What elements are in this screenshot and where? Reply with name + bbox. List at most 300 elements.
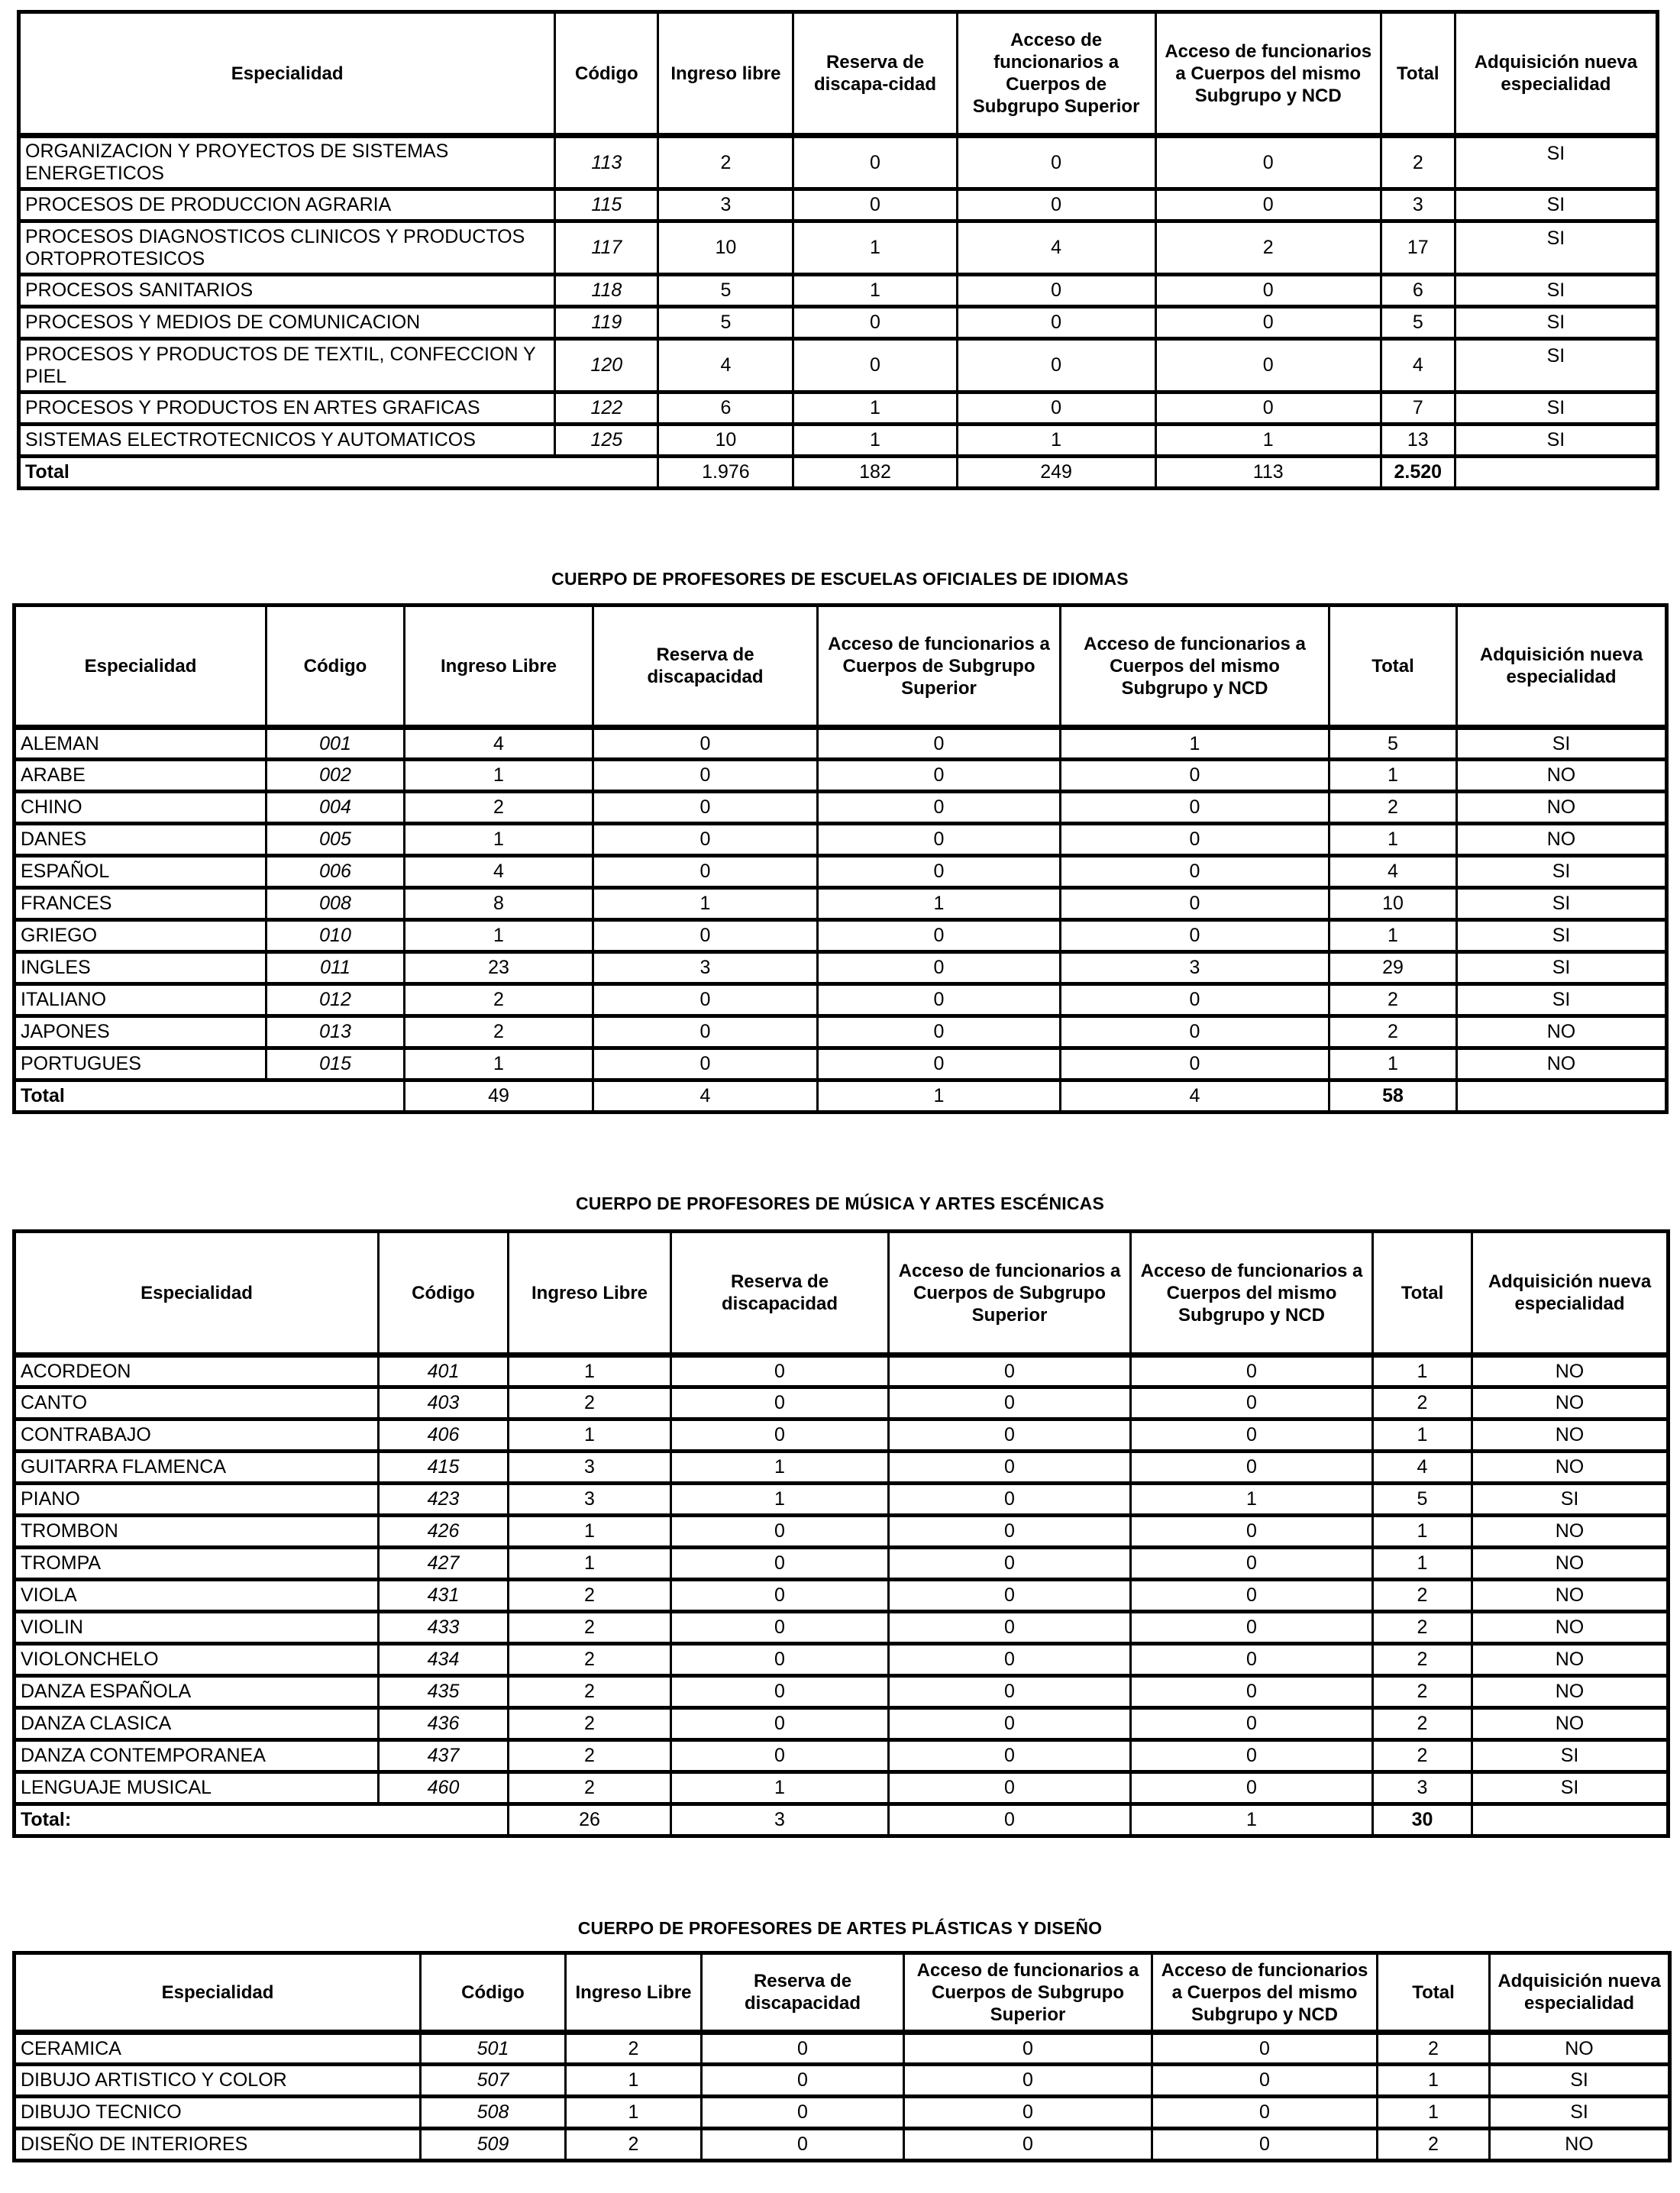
cell-reserva: 0 (793, 339, 957, 392)
cell-especialidad: ACORDEON (15, 1355, 379, 1387)
cell-ingreso-libre: 1 (405, 824, 593, 856)
cell-ingreso-libre: 2 (509, 1580, 671, 1612)
cell-reserva: 0 (702, 2065, 904, 2097)
total-ingreso-libre: 1.976 (658, 457, 793, 489)
table-row (15, 952, 1667, 984)
cell-codigo: 008 (267, 888, 405, 920)
table-row (15, 1048, 1667, 1080)
cell-acceso-mismo: 2 (1155, 221, 1381, 275)
cell-acceso-mismo: 0 (1131, 1387, 1373, 1419)
cell-codigo: 004 (267, 792, 405, 824)
cell-ingreso-libre: 2 (405, 792, 593, 824)
table-plazas-cuerpo-1 (17, 10, 1659, 490)
cell-especialidad: GRIEGO (15, 920, 267, 952)
cell-acceso-superior: 0 (957, 307, 1155, 339)
cell-adquisicion: SI (1457, 984, 1667, 1016)
cell-adquisicion: SI (1457, 888, 1667, 920)
cell-ingreso-libre: 10 (658, 221, 793, 275)
cell-ingreso-libre: 3 (658, 189, 793, 221)
header-especialidad: Especialidad (19, 12, 555, 136)
cell-total: 6 (1381, 275, 1455, 307)
table-row (19, 425, 1658, 457)
cell-acceso-mismo: 0 (1155, 275, 1381, 307)
cell-adquisicion: NO (1472, 1708, 1669, 1740)
cell-especialidad: DIBUJO ARTISTICO Y COLOR (15, 2065, 421, 2097)
cell-acceso-superior: 0 (889, 1484, 1131, 1516)
cell-reserva: 0 (702, 2033, 904, 2065)
cell-reserva: 0 (593, 1048, 818, 1080)
cell-ingreso-libre: 1 (405, 920, 593, 952)
cell-codigo: 006 (267, 856, 405, 888)
cell-total: 4 (1329, 856, 1457, 888)
table-row (15, 2097, 1670, 2129)
cell-acceso-mismo: 0 (1131, 1708, 1373, 1740)
cell-acceso-superior: 0 (957, 189, 1155, 221)
cell-total: 5 (1373, 1484, 1472, 1516)
cell-especialidad: ITALIANO (15, 984, 267, 1016)
cell-especialidad: CONTRABAJO (15, 1419, 379, 1452)
cell-acceso-superior: 0 (889, 1612, 1131, 1644)
table-row (15, 1676, 1669, 1708)
cell-ingreso-libre: 2 (509, 1612, 671, 1644)
cell-acceso-mismo: 0 (1131, 1676, 1373, 1708)
cell-codigo: 120 (555, 339, 658, 392)
header-acceso-subgrupo-superior: Acceso de funcionarios a Cuerpos de Subgrupo Superior (889, 1232, 1131, 1355)
cell-acceso-superior: 0 (889, 1580, 1131, 1612)
cell-codigo: 507 (421, 2065, 566, 2097)
table-row (15, 1740, 1669, 1772)
cell-total: 1 (1329, 824, 1457, 856)
cell-reserva: 0 (793, 307, 957, 339)
total-ingreso-libre: 49 (405, 1080, 593, 1113)
cell-reserva: 0 (793, 136, 957, 189)
cell-adquisicion: NO (1457, 1048, 1667, 1080)
cell-acceso-mismo: 3 (1061, 952, 1329, 984)
cell-ingreso-libre: 4 (658, 339, 793, 392)
section-title-artes-plasticas: CUERPO DE PROFESORES DE ARTES PLÁSTICAS Y DISEÑO (577, 1918, 1103, 1938)
cell-especialidad: JAPONES (15, 1016, 267, 1048)
cell-reserva: 0 (671, 1708, 889, 1740)
cell-reserva: 0 (593, 856, 818, 888)
cell-acceso-mismo: 0 (1131, 1580, 1373, 1612)
header-adquisicion-nueva-especialidad: Adquisición nueva especialidad (1490, 1953, 1670, 2033)
cell-codigo: 426 (379, 1516, 509, 1548)
cell-reserva: 0 (671, 1387, 889, 1419)
header-acceso-mismo-subgrupo: Acceso de funcionarios a Cuerpos del mismo Subgrupo y NCD (1061, 606, 1329, 728)
cell-adquisicion: SI (1457, 952, 1667, 984)
section-title-musica: CUERPO DE PROFESORES DE MÚSICA Y ARTES ESCÉNICAS (575, 1193, 1105, 1213)
cell-reserva: 0 (593, 920, 818, 952)
cell-acceso-superior: 0 (904, 2065, 1152, 2097)
cell-total: 29 (1329, 952, 1457, 984)
cell-adquisicion: NO (1457, 792, 1667, 824)
cell-codigo: 406 (379, 1419, 509, 1452)
header-ingreso-libre: Ingreso Libre (405, 606, 593, 728)
cell-acceso-mismo: 0 (1152, 2033, 1378, 2065)
total-acceso-superior: 1 (818, 1080, 1061, 1113)
table-row (15, 1580, 1669, 1612)
cell-codigo: 434 (379, 1644, 509, 1676)
cell-acceso-superior: 0 (889, 1772, 1131, 1804)
total-adquisicion (1457, 1080, 1667, 1113)
cell-adquisicion: SI (1472, 1484, 1669, 1516)
cell-total: 2 (1378, 2129, 1490, 2161)
cell-ingreso-libre: 23 (405, 952, 593, 984)
cell-especialidad: ARABE (15, 760, 267, 792)
cell-acceso-superior: 1 (957, 425, 1155, 457)
cell-reserva: 0 (671, 1516, 889, 1548)
cell-codigo: 015 (267, 1048, 405, 1080)
cell-reserva: 1 (671, 1484, 889, 1516)
cell-ingreso-libre: 1 (509, 1355, 671, 1387)
header-especialidad: Especialidad (15, 1232, 379, 1355)
cell-codigo: 002 (267, 760, 405, 792)
cell-acceso-mismo: 0 (1131, 1644, 1373, 1676)
cell-total: 2 (1373, 1580, 1472, 1612)
cell-acceso-mismo: 0 (1155, 307, 1381, 339)
table-row (15, 1612, 1669, 1644)
cell-total: 2 (1378, 2033, 1490, 2065)
header-reserva-discapacidad: Reserva de discapa-cidad (793, 12, 957, 136)
section-title-idiomas: CUERPO DE PROFESORES DE ESCUELAS OFICIALES DE IDIOMAS (551, 569, 1129, 589)
cell-codigo: 501 (421, 2033, 566, 2065)
cell-total: 3 (1373, 1772, 1472, 1804)
cell-especialidad: INGLES (15, 952, 267, 984)
cell-codigo: 113 (555, 136, 658, 189)
cell-acceso-superior: 0 (957, 339, 1155, 392)
cell-acceso-superior: 0 (889, 1419, 1131, 1452)
cell-acceso-superior: 0 (957, 392, 1155, 425)
table-row (19, 339, 1658, 392)
header-acceso-mismo-subgrupo: Acceso de funcionarios a Cuerpos del mismo Subgrupo y NCD (1155, 12, 1381, 136)
cell-reserva: 0 (671, 1548, 889, 1580)
header-codigo: Código (421, 1953, 566, 2033)
cell-codigo: 115 (555, 189, 658, 221)
total-adquisicion (1472, 1804, 1669, 1836)
cell-especialidad: DANES (15, 824, 267, 856)
cell-reserva: 0 (702, 2129, 904, 2161)
cell-codigo: 012 (267, 984, 405, 1016)
cell-ingreso-libre: 1 (405, 1048, 593, 1080)
header-acceso-subgrupo-superior: Acceso de funcionarios a Cuerpos de Subgrupo Superior (957, 12, 1155, 136)
header-reserva-discapacidad: Reserva de discapacidad (593, 606, 818, 728)
cell-adquisicion: SI (1457, 920, 1667, 952)
table-row (15, 1016, 1667, 1048)
cell-especialidad: CANTO (15, 1387, 379, 1419)
cell-acceso-mismo: 0 (1061, 920, 1329, 952)
cell-ingreso-libre: 2 (509, 1708, 671, 1740)
cell-total: 4 (1373, 1452, 1472, 1484)
total-row (19, 457, 1658, 489)
cell-acceso-superior: 0 (889, 1355, 1131, 1387)
cell-acceso-superior: 0 (818, 792, 1061, 824)
cell-adquisicion: NO (1472, 1355, 1669, 1387)
cell-codigo: 509 (421, 2129, 566, 2161)
cell-total: 10 (1329, 888, 1457, 920)
cell-adquisicion: SI (1472, 1740, 1669, 1772)
header-adquisicion-nueva-especialidad: Adquisición nueva especialidad (1457, 606, 1667, 728)
cell-reserva: 3 (593, 952, 818, 984)
cell-reserva: 0 (593, 792, 818, 824)
cell-acceso-mismo: 0 (1152, 2129, 1378, 2161)
cell-especialidad: DANZA CONTEMPORANEA (15, 1740, 379, 1772)
cell-acceso-superior: 0 (957, 136, 1155, 189)
cell-total: 2 (1373, 1740, 1472, 1772)
cell-acceso-mismo: 1 (1061, 728, 1329, 760)
cell-reserva: 0 (593, 1016, 818, 1048)
cell-acceso-superior: 0 (904, 2129, 1152, 2161)
cell-reserva: 0 (593, 984, 818, 1016)
cell-total: 2 (1329, 1016, 1457, 1048)
cell-ingreso-libre: 2 (509, 1644, 671, 1676)
cell-especialidad: VIOLONCHELO (15, 1644, 379, 1676)
cell-total: 4 (1381, 339, 1455, 392)
cell-adquisicion: SI (1455, 392, 1657, 425)
cell-acceso-superior: 0 (818, 856, 1061, 888)
cell-ingreso-libre: 2 (405, 1016, 593, 1048)
cell-codigo: 415 (379, 1452, 509, 1484)
cell-especialidad: FRANCES (15, 888, 267, 920)
grand-total: 30 (1373, 1804, 1472, 1836)
cell-codigo: 125 (555, 425, 658, 457)
grand-total: 58 (1329, 1080, 1457, 1113)
cell-acceso-superior: 0 (889, 1644, 1131, 1676)
cell-total: 2 (1373, 1387, 1472, 1419)
table-row (15, 920, 1667, 952)
table-artes-plasticas (12, 1951, 1672, 2162)
cell-acceso-superior: 0 (818, 1048, 1061, 1080)
cell-especialidad: PROCESOS Y PRODUCTOS DE TEXTIL, CONFECCION Y PIEL (19, 339, 555, 392)
cell-adquisicion: NO (1472, 1548, 1669, 1580)
cell-acceso-mismo: 0 (1155, 189, 1381, 221)
header-codigo: Código (267, 606, 405, 728)
cell-adquisicion: NO (1472, 1387, 1669, 1419)
cell-adquisicion: NO (1472, 1676, 1669, 1708)
header-total: Total (1329, 606, 1457, 728)
table-musica (12, 1229, 1670, 1838)
cell-especialidad: PROCESOS DIAGNOSTICOS CLINICOS Y PRODUCTOS ORTOPROTESICOS (19, 221, 555, 275)
table-row (15, 1452, 1669, 1484)
cell-codigo: 436 (379, 1708, 509, 1740)
cell-adquisicion: NO (1457, 1016, 1667, 1048)
cell-especialidad: CERAMICA (15, 2033, 421, 2065)
cell-reserva: 1 (793, 275, 957, 307)
header-total: Total (1378, 1953, 1490, 2033)
cell-acceso-superior: 0 (904, 2033, 1152, 2065)
cell-acceso-mismo: 0 (1061, 760, 1329, 792)
cell-acceso-mismo: 0 (1155, 392, 1381, 425)
cell-acceso-mismo: 0 (1061, 1016, 1329, 1048)
cell-acceso-mismo: 0 (1061, 984, 1329, 1016)
cell-especialidad: TROMBON (15, 1516, 379, 1548)
header-especialidad: Especialidad (15, 1953, 421, 2033)
cell-reserva: 0 (671, 1419, 889, 1452)
cell-total: 1 (1373, 1548, 1472, 1580)
cell-especialidad: ESPAÑOL (15, 856, 267, 888)
cell-acceso-mismo: 0 (1131, 1612, 1373, 1644)
cell-especialidad: PROCESOS DE PRODUCCION AGRARIA (19, 189, 555, 221)
cell-reserva: 0 (593, 760, 818, 792)
header-total: Total (1381, 12, 1455, 136)
cell-reserva: 1 (671, 1452, 889, 1484)
cell-ingreso-libre: 2 (658, 136, 793, 189)
cell-total: 2 (1373, 1612, 1472, 1644)
cell-acceso-superior: 0 (818, 824, 1061, 856)
cell-acceso-superior: 4 (957, 221, 1155, 275)
cell-adquisicion: NO (1472, 1516, 1669, 1548)
cell-adquisicion: NO (1472, 1644, 1669, 1676)
cell-codigo: 433 (379, 1612, 509, 1644)
cell-total: 2 (1381, 136, 1455, 189)
cell-adquisicion: NO (1490, 2033, 1670, 2065)
cell-codigo: 118 (555, 275, 658, 307)
cell-especialidad: PROCESOS Y PRODUCTOS EN ARTES GRAFICAS (19, 392, 555, 425)
table-row (15, 1644, 1669, 1676)
total-row (15, 1804, 1669, 1836)
table-row (19, 136, 1658, 189)
header-ingreso-libre: Ingreso libre (658, 12, 793, 136)
cell-acceso-mismo: 1 (1131, 1484, 1373, 1516)
cell-total: 2 (1373, 1644, 1472, 1676)
table-row (15, 888, 1667, 920)
cell-codigo: 403 (379, 1387, 509, 1419)
cell-reserva: 0 (671, 1644, 889, 1676)
cell-codigo: 010 (267, 920, 405, 952)
cell-especialidad: PROCESOS Y MEDIOS DE COMUNICACION (19, 307, 555, 339)
cell-total: 5 (1381, 307, 1455, 339)
header-adquisicion-nueva-especialidad: Adquisición nueva especialidad (1472, 1232, 1669, 1355)
cell-codigo: 013 (267, 1016, 405, 1048)
cell-total: 5 (1329, 728, 1457, 760)
cell-ingreso-libre: 2 (566, 2033, 702, 2065)
cell-reserva: 0 (593, 728, 818, 760)
table-row (15, 1387, 1669, 1419)
total-acceso-superior: 0 (889, 1804, 1131, 1836)
cell-especialidad: ORGANIZACION Y PROYECTOS DE SISTEMAS ENERGETICOS (19, 136, 555, 189)
cell-acceso-mismo: 0 (1131, 1740, 1373, 1772)
cell-acceso-superior: 0 (889, 1452, 1131, 1484)
cell-codigo: 117 (555, 221, 658, 275)
cell-adquisicion: NO (1457, 760, 1667, 792)
table-row (15, 824, 1667, 856)
cell-total: 2 (1373, 1708, 1472, 1740)
cell-adquisicion: SI (1457, 856, 1667, 888)
cell-adquisicion: SI (1455, 189, 1657, 221)
cell-ingreso-libre: 10 (658, 425, 793, 457)
total-label: Total: (15, 1804, 509, 1836)
cell-total: 1 (1373, 1355, 1472, 1387)
cell-especialidad: PROCESOS SANITARIOS (19, 275, 555, 307)
cell-adquisicion: SI (1455, 307, 1657, 339)
cell-ingreso-libre: 1 (566, 2065, 702, 2097)
cell-especialidad: VIOLIN (15, 1612, 379, 1644)
cell-codigo: 460 (379, 1772, 509, 1804)
header-reserva-discapacidad: Reserva de discapacidad (702, 1953, 904, 2033)
cell-reserva: 0 (671, 1580, 889, 1612)
header-codigo: Código (555, 12, 658, 136)
cell-codigo: 401 (379, 1355, 509, 1387)
cell-acceso-superior: 0 (889, 1548, 1131, 1580)
cell-ingreso-libre: 1 (509, 1548, 671, 1580)
cell-ingreso-libre: 1 (405, 760, 593, 792)
cell-reserva: 0 (671, 1612, 889, 1644)
cell-ingreso-libre: 5 (658, 275, 793, 307)
table-row (15, 1516, 1669, 1548)
cell-adquisicion: NO (1457, 824, 1667, 856)
cell-total: 1 (1373, 1419, 1472, 1452)
table-row (15, 2065, 1670, 2097)
cell-total: 13 (1381, 425, 1455, 457)
cell-reserva: 0 (671, 1740, 889, 1772)
cell-acceso-superior: 0 (904, 2097, 1152, 2129)
table-row (15, 728, 1667, 760)
cell-reserva: 1 (793, 425, 957, 457)
cell-adquisicion: SI (1457, 728, 1667, 760)
cell-total: 1 (1378, 2097, 1490, 2129)
header-ingreso-libre: Ingreso Libre (566, 1953, 702, 2033)
header-adquisicion-nueva-especialidad: Adquisición nueva especialidad (1455, 12, 1657, 136)
table-row (15, 1772, 1669, 1804)
cell-total: 3 (1381, 189, 1455, 221)
cell-total: 2 (1373, 1676, 1472, 1708)
cell-adquisicion: SI (1455, 221, 1657, 275)
table-row (15, 1708, 1669, 1740)
cell-reserva: 1 (793, 221, 957, 275)
total-label: Total (15, 1080, 405, 1113)
cell-codigo: 011 (267, 952, 405, 984)
cell-acceso-mismo: 0 (1061, 792, 1329, 824)
cell-ingreso-libre: 1 (566, 2097, 702, 2129)
table-row (19, 221, 1658, 275)
cell-ingreso-libre: 3 (509, 1484, 671, 1516)
cell-total: 17 (1381, 221, 1455, 275)
cell-acceso-superior: 0 (818, 984, 1061, 1016)
cell-especialidad: LENGUAJE MUSICAL (15, 1772, 379, 1804)
table-row (19, 392, 1658, 425)
cell-acceso-superior: 0 (818, 1016, 1061, 1048)
cell-acceso-mismo: 0 (1152, 2097, 1378, 2129)
grand-total: 2.520 (1381, 457, 1455, 489)
cell-ingreso-libre: 3 (509, 1452, 671, 1484)
table-row (15, 1484, 1669, 1516)
cell-codigo: 423 (379, 1484, 509, 1516)
cell-codigo: 427 (379, 1548, 509, 1580)
header-total: Total (1373, 1232, 1472, 1355)
cell-acceso-mismo: 0 (1131, 1516, 1373, 1548)
cell-total: 1 (1329, 760, 1457, 792)
cell-adquisicion: SI (1455, 425, 1657, 457)
header-acceso-mismo-subgrupo: Acceso de funcionarios a Cuerpos del mismo Subgrupo y NCD (1131, 1232, 1373, 1355)
cell-especialidad: DANZA ESPAÑOLA (15, 1676, 379, 1708)
cell-codigo: 119 (555, 307, 658, 339)
cell-reserva: 1 (793, 392, 957, 425)
header-reserva-discapacidad: Reserva de discapacidad (671, 1232, 889, 1355)
cell-adquisicion: NO (1472, 1419, 1669, 1452)
cell-reserva: 0 (671, 1676, 889, 1708)
total-acceso-mismo: 4 (1061, 1080, 1329, 1113)
cell-adquisicion: SI (1455, 275, 1657, 307)
cell-acceso-mismo: 0 (1131, 1419, 1373, 1452)
cell-especialidad: CHINO (15, 792, 267, 824)
table-row (19, 189, 1658, 221)
cell-acceso-superior: 1 (818, 888, 1061, 920)
cell-adquisicion: SI (1472, 1772, 1669, 1804)
cell-especialidad: GUITARRA FLAMENCA (15, 1452, 379, 1484)
cell-acceso-mismo: 0 (1061, 888, 1329, 920)
total-acceso-mismo: 113 (1155, 457, 1381, 489)
cell-adquisicion: SI (1455, 339, 1657, 392)
cell-acceso-mismo: 0 (1061, 856, 1329, 888)
